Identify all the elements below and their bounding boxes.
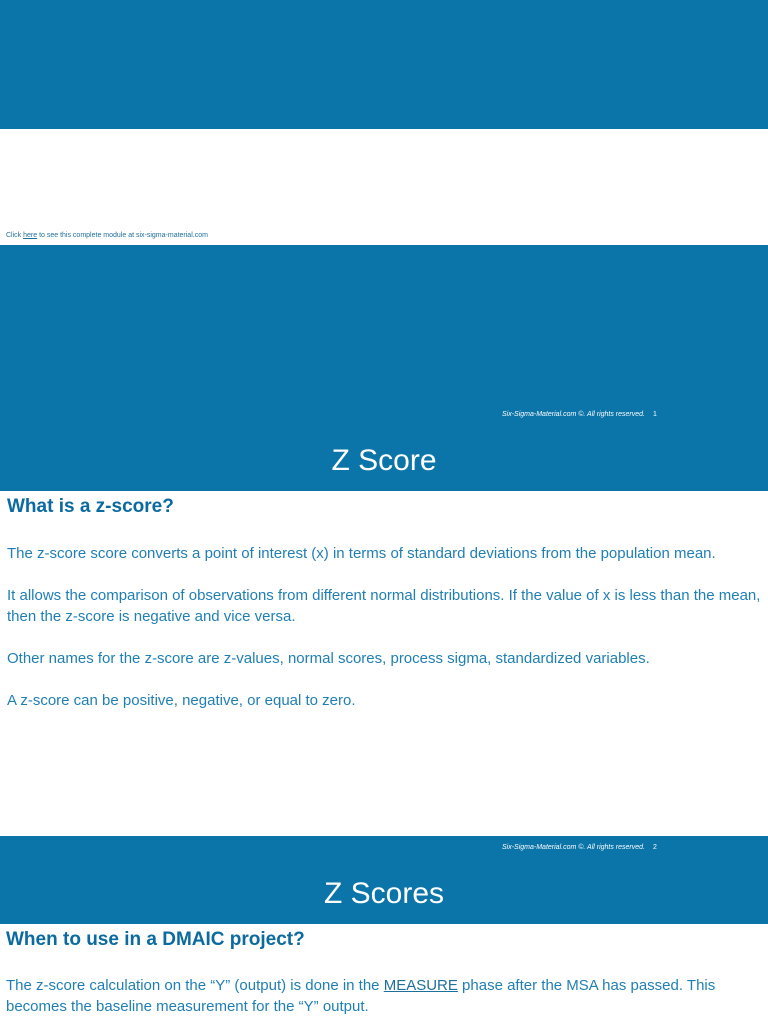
slide-1-paragraph: Other names for the z-score are z-values, normal scores, process sigma, standardized variables. bbox=[7, 650, 650, 667]
slide-1-paragraph: A z-score can be positive, negative, or equal to zero. bbox=[7, 692, 356, 709]
slide-1-title: Z Score bbox=[331, 444, 437, 477]
slide-2-body bbox=[6, 975, 764, 1024]
module-link-note bbox=[6, 232, 208, 239]
header-band bbox=[0, 0, 768, 129]
slide-1-paragraph: The z-score score converts a point of interest (x) in terms of standard deviations from the population mean. bbox=[7, 545, 716, 562]
slide-2-heading: When to use in a DMAIC project? bbox=[6, 929, 305, 950]
slide-2-text-before-link: The z-score calculation on the “Y” (output) is done in the bbox=[6, 977, 384, 994]
measure-link[interactable]: MEASURE bbox=[383, 977, 458, 994]
click-note-prefix: Click bbox=[6, 232, 24, 239]
slide-1-paragraph: It allows the comparison of observations from different normal distributions. If the value of x is less than the mean, then the z-score is negative and vice versa. bbox=[7, 587, 761, 625]
slide-1-copyright: Six-Sigma-Material.com ©. All rights reserved. bbox=[502, 411, 645, 418]
slide-1-heading: What is a z-score? bbox=[7, 496, 174, 517]
slide-2-title: Z Scores bbox=[323, 877, 445, 910]
here-link[interactable]: here bbox=[23, 232, 38, 239]
slide-2-copyright: Six-Sigma-Material.com ©. All rights reserved. bbox=[502, 844, 645, 851]
slide-1-page-number: 1 bbox=[653, 411, 657, 418]
slide-2-page-number: 2 bbox=[653, 844, 657, 851]
slide-1-body bbox=[7, 543, 763, 732]
slide-1-footer bbox=[502, 411, 657, 418]
slide-2-footer bbox=[502, 844, 657, 851]
click-note-suffix: to see this complete module at six-sigma-material.com bbox=[37, 232, 208, 239]
slide-2-text-after-link: phase after the MSA has passed. This becomes the baseline measurement for the “Y” output. bbox=[6, 977, 716, 1015]
slide-2-paragraph bbox=[6, 975, 764, 1017]
